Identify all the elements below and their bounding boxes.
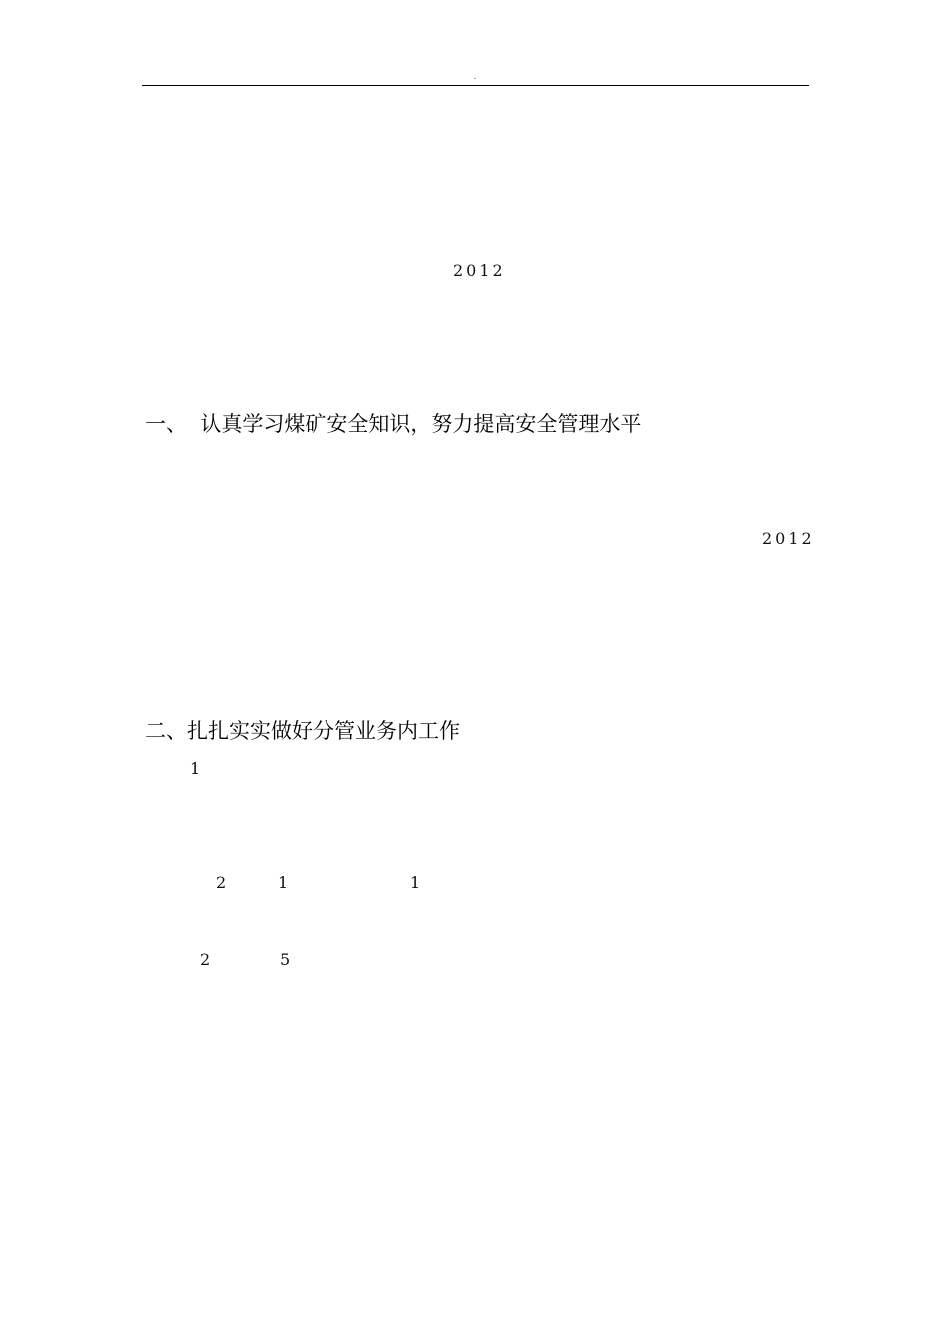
- text-run: 2: [216, 873, 230, 892]
- text-line: [0, 947, 950, 973]
- text-line: [0, 564, 950, 590]
- text-line: [0, 296, 950, 322]
- text-line: [0, 487, 950, 513]
- text-line: [0, 756, 950, 782]
- text-run: 2012: [453, 261, 514, 280]
- text-line: [0, 679, 950, 705]
- text-line: [0, 1023, 950, 1049]
- text-line: [0, 1100, 950, 1126]
- text-run: 1: [278, 873, 292, 892]
- text-line: [0, 181, 950, 207]
- text-line: [0, 372, 950, 398]
- text-line: [0, 870, 950, 896]
- text-line: [0, 258, 950, 284]
- text-line: [0, 219, 950, 245]
- section-heading: 一、 认真学习煤矿安全知识，努力提高安全管理水平: [145, 412, 642, 436]
- text-line: [0, 1138, 950, 1164]
- text-line: [0, 794, 950, 820]
- text-line: [0, 832, 950, 858]
- section-heading: 二、扎扎实实做好分管业务内工作: [145, 719, 460, 743]
- text-run: 1: [410, 873, 424, 892]
- header-rule: [142, 85, 809, 86]
- text-line: [0, 602, 950, 628]
- text-line: [0, 526, 950, 552]
- text-line: [0, 985, 950, 1011]
- text-run: 5: [280, 950, 294, 969]
- text-run: 2: [200, 950, 214, 969]
- text-line: [0, 119, 950, 145]
- text-line: [0, 641, 950, 667]
- text-run: 2012: [762, 529, 815, 548]
- header-mark: .: [473, 72, 477, 81]
- text-run: 1: [190, 759, 204, 778]
- text-line: [0, 1176, 950, 1202]
- text-line: [0, 908, 950, 934]
- text-line: [0, 1062, 950, 1088]
- text-line: [0, 334, 950, 360]
